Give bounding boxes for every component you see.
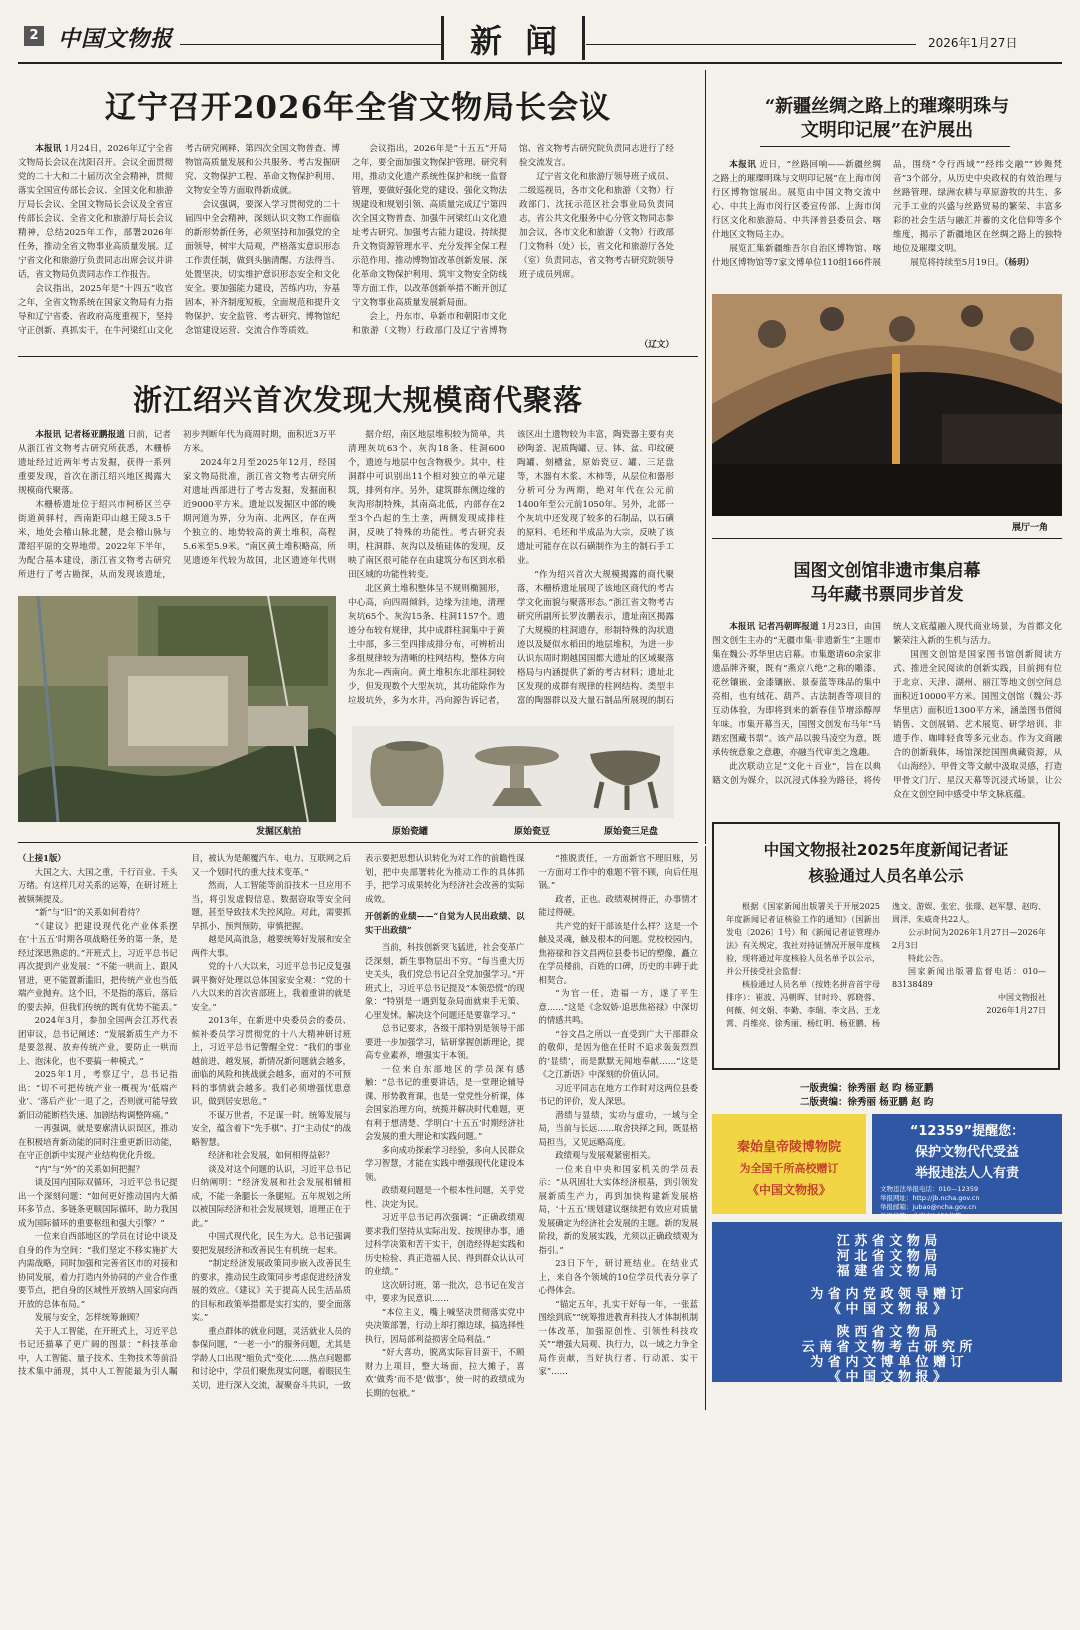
continued-p11: 然而，人工智能等前沿技术一旦应用不当，将引发虚假信息、数据窃取等安全问题，甚至导致技术失控风险。对此，需要抓早抓小、预判预防，审慎把握。 [191, 880, 351, 931]
hotline-ad [872, 1114, 1062, 1220]
continued-p27: 这次研讨班，第一批次，总书记在发言中，要求为民意识…… [365, 1279, 525, 1303]
continued-p34: “谷文昌之所以一直受到广大干部群众的敬仰，是因为他在任时不追求轰轰烈烈的‘显绩’，而是默默无闻地奉献……”这是《之江新语》中深刻的价值认同。 [538, 1028, 698, 1079]
continued-p15: 不谋万世者，不足谋一时。统筹发展与安全，蕴含着下“先手棋”、打“主动仗”的战略智慧。 [191, 1109, 351, 1147]
donors-line2: 河 北 省 文 物 局 [836, 1249, 938, 1264]
article1-author: （辽文） [639, 340, 674, 350]
continued-p3: 2024年3月，参加全国两会江苏代表团审议，总书记阐述：“发展新质生产力不是要忽视、放弃传统产业，要防止一哄而上、泡沫化，也不要搞一种模式。” [18, 1015, 178, 1066]
article2-title: 浙江绍兴首次发现大规模商代聚落 [132, 383, 583, 417]
article1-p1: 会议指出，2025年是“十四五”收官之年，全省文物系统在国家文物局有力指导和辽宁省委、省政府高度重视下，坚持守正创新、真抓实干，在牛河梁红山文化考古研究阐释、第四次全国文物普查、博物馆高质量发展和公共服务、考古发掘研究、文物保护工程、革命文物保护利用、文物安全等方面取得新成就。 [18, 144, 340, 336]
article3-p2: 展览将持续至5月19日。 [910, 258, 1004, 268]
hotline-line6: 举报邮箱：jubao@ncha.gov.cn [880, 1203, 977, 1211]
article4-p2: 国图文创馆是国家图书馆创新阅读方式、推进全民阅读的创新实践，目前拥有位于北京、天津、湖州、丽江等地文创空间总面积近10000平方米。国图文创馆（魏公·苏华里店）面积近1300平方米，涵盖图书借阅销售、文创展销、艺术展览、研学培训、非遗手作、咖啡轻食等多元业态。作为文商融合的创新载体，场馆深挖国图典藏资源，从《山海经》、甲骨文等文献中汲取灵感，打造甲骨文门厅、星汉天幕等沉浸式场景，让公众在文创空间中感受中华文脉底蕴。 [893, 650, 1062, 800]
header-bar-left [441, 16, 444, 60]
article3-author: （杨玥） [1003, 258, 1035, 268]
notice-signature: 中国文物报社 [998, 993, 1046, 1002]
article2-p2: 2024年2月至2025年12月，经国家文物局批准，浙江省文物考古研究所对遗址西部进行了考古发掘，发掘面积近9000平方米。遗址以发掘区中部的晚期河道为界，分为南、北两区，存在两个独立的、地势较高的黄土堆积，高程5.6米至5.9米。“南区黄土堆积略高，所见遗迹年代较为故国，北区遗迹年代则 [183, 458, 336, 566]
continued-p0: 大国之大、大国之重，千行百业、千头万绪。有这样几对关系的运筹，在研讨班上被频频提及。 [18, 866, 178, 904]
continued-p19: “制定经济发展政策同步嵌入改善民生的要求，推动民生政策同步考虑促进经济发展的效应。《建议》关于提高人民生活品质的目标和政策举措都是实打实的，要全面落实。” [191, 1258, 351, 1322]
continued-subhead: 开创新的业绩——“自觉为人民出政绩、以实干出政绩” [365, 911, 525, 935]
editors-line-1: 一版责编：徐秀丽 赵 昀 杨亚鹏 [800, 1083, 934, 1094]
donors-line8: 为 省 内 文 博 单 位 赠 订 [810, 1355, 964, 1370]
continued-p9: 发展与安全，怎样统筹兼顾？ [34, 1312, 144, 1322]
hotline-line7: 举报信箱：北京市1652信箱 [880, 1212, 962, 1220]
article1-p3: 会议指出，2026年是“十五五”开局之年，要全面加强文物保护管理、研究利用，推动文化遗产系统性保护和统一监督管理，要做好强化党的建设、强化文物法规建设和规划引领、高质量完成辽宁第四次全国文物普查、加强牛河梁红山文化遗址考古研究、加强考古能力建设、持续提升文物资源管理水平、充分发挥全保工程示范作用、推动博物馆改革创新发展、深化革命文物保护利用、筑牢文物安全防线等方面工作，以改革创新举措不断开创辽宁文物事业高质量发展新局面。 [352, 144, 507, 308]
article1-p0: 1月24日，2026年辽宁全省文物局长会议在沈阳召开。会议全面贯彻党的二十大和二十届历次全会精神，贯彻落实全国宣传部长会议、全国文化和旅游厅局长会议、全国文物局长会议及全省宣传部长会议、全省文化和旅游厅局长会议精神，总结2025年工作，部署2026年任务，推动全省文物事业高质量发展。辽宁省文化和旅游厅负责同志出席会议并讲话，省文物局负责同志作工作报告。 [18, 144, 173, 280]
notice-p1: 核验通过人员名单（按姓名拼音首字母排序）：崔波、冯朝晖、甘时玲、郭晓蓉、何薇、何文娟、李勤、李瑞、李文昌、王龙霄、肖维亮、徐秀丽、杨红明、杨亚鹏、杨逸文、游娱、张宏、张璟、赵军慧、赵昀、周洋、朱威奇共22人。 [726, 902, 1046, 1028]
donors-line1: 江 苏 省 文 物 局 [836, 1234, 938, 1249]
article1-body [18, 142, 674, 342]
article3-divider [712, 538, 1062, 539]
artifact-caption-plate: 原始瓷三足盘 [604, 827, 659, 837]
artifacts-photo [352, 726, 674, 818]
notice-title-2: 核验通过人员名单公示 [808, 867, 964, 885]
continued-p8: 一位来自西部地区的学员在讨论中谈及自身的作为空间：“我们坚定不移实施扩大内需战略，同时加强和完善省区市的对接和协同发展，着力打造内外协同的产业合作重要节点，把自身的区域性开放纳入国家向西开放的总体布局。” [18, 1231, 178, 1309]
article3-p1: 展览汇集新疆维吾尔自治区博物馆、喀什地区博物馆等7家文博单位110组166件展品，围绕“令行西域”“经纬交融”“妙舞梵音”3个部分，从历史中央政权的有效治理与丝路管理、绿洲农耕与草原游牧的共生、多元手工业的兴盛与丝路贸易的繁荣、丰富多彩的社会生活与融汇并蓄的文化信仰等多个维度，揭示了新疆地区在丝绸之路上的独特地位及璀璨文明。 [712, 160, 1062, 268]
article4-byline: 本报讯 记者冯朝晖报道 [729, 622, 819, 632]
museum-ad-line1: 秦始皇帝陵博物院 [736, 1140, 841, 1155]
donors-line6: 陕 西 省 文 物 局 [836, 1325, 938, 1340]
article3-p0: 近日，“丝路回响——新疆丝绸之路上的璀璨明珠与文明印记展”在上海市闵行区博物馆展出。展览由中国文物交流中心、中共上海市闵行区委宣传部、上海市闵行区文化和旅游局、中共泽普县委员会、喀什地区文物局主办。 [712, 160, 881, 240]
continued-p40: “锚定五年，扎实干好每一年，一张蓝图绘到底”“统筹推进教育科技人才体制机制一体改革，加强原创性、引领性科技攻关”“增强大局观、执行力，以一域之力争全局作贡献，当好执行者、行动派、实干家”…… [538, 1298, 698, 1376]
continued-p16: 经济和社会发展，如何相得益彰？ [208, 1150, 334, 1160]
continued-p5: 一再强调，就是要廓清认识误区，推动在积极培育新动能的同时注重更新旧动能，在守正创新中实现产业结构优化升级。 [18, 1123, 178, 1160]
article2-p5: “作为绍兴首次大规模揭露的商代聚落，木栅桥遗址展现了该地区商代的考古学文化面貌与聚落形态。”浙江省文物考古研究所副所长罗汝鹏表示，遗址南区揭露了大规模的柱洞遗存，形制特殊的沟状遗迹以及疑似水稻田的地层堆积，为进一步认识东周时期越国国都大遗址的区域聚落格局与内涵提供了新的考古材料；遗址北区发现的成群有规律的柱网结构、类型丰富的陶器群以及大量石制品所展现的制石 [517, 570, 674, 706]
article3-title-2: 文明印记展”在沪展出 [800, 120, 974, 141]
continued-p38: 一位来自中央和国家机关的学员表示：“从巩固壮大实体经济根基，到引领发展新质生产力，再到加快构建新发展格局，‘十五五’规划建议继续把有效应对质量发展确定为经济社会发展的主题。新的发展阶段，新的发展实践，尤须以正确政绩观为指引。” [538, 1163, 698, 1255]
article4-title-2: 马年藏书票同步首发 [810, 585, 964, 605]
column-divider [705, 70, 706, 844]
exhibition-hall-photo [712, 294, 1062, 516]
notice-title-1: 中国文物报社2025年度新闻记者证 [763, 841, 1009, 859]
article1-p2: 会议强调，要深入学习贯彻党的二十届四中全会精神，深刻认识文物工作面临的新形势新任务，必须坚持和加强党的全面领导，树牢大局观，严格落实意识形态工作责任制，做到头脑清醒、方法得当、处置坚决，切实维护意识形态安全和文化安全。要加强能力建设，苦练内功，夯基固本，补齐制度短板，全面规范和提升文物保护、安全监管、考古研究、博物馆纪念馆建设运营、交流合作等质效。 [185, 200, 340, 336]
article2-p4: 北区黄土堆积整体呈不规则椭圆形，中心高，向四周倾斜，边缘为洼地，清理灰坑65个、灰沟15条、柱洞1157个。遗迹分布较有规律，其中成群柱洞集中于黄土中部，多三至四排成排分布，可辨析出多组规律较为清晰的柱网结构，整体方向为东北—西南向。黄土堆积东北部柱洞较少，但发现数个大型灰坑，其功能除作为垃圾坑外，多为水井，冯向源告诉记者，该区出土遗物较为丰富，陶瓷器主要有夹砂陶釜、泥质陶罐、豆、钵、盆、印纹硬陶罐、刻槽盆，原始瓷豆、罐、三足盘等，木器有木浆、木柿等，从层位和器形分析可分为两期，绝对年代在公元前1400年至公元前1050年。另外，北部一个灰坑中还发现了较多的石制品，以石磺的原料、毛坯和半成品为大宗，反映了该遗址可能存在以石磺制作为主的制石手工业。 [348, 430, 674, 706]
continued-p26: 习近平总书记再次强调：“正确政绩观要求我们坚持从实际出发、按规律办事，通过科学决策和苦干实干，创造经得起实践和历史检验、真正造福人民、得到群众认认可的业绩。” [365, 1212, 525, 1276]
continued-body [18, 852, 698, 1400]
continued-column-divider [705, 846, 706, 1410]
article3-body [712, 158, 1062, 288]
donors-line4: 为 省 内 党 政 领 导 赠 订 [810, 1287, 964, 1302]
continued-p36: 潜绩与显绩，实功与虚功，一域与全局，当前与长远……取舍抉择之间，既显格局担当，又见远略高度。 [538, 1109, 698, 1147]
continued-p6: “内”与“外”的关系如何把握？ [34, 1163, 145, 1174]
continued-p18: 中国式现代化，民生为大。总书记强调要把发展经济和改善民生有机统一起来。 [191, 1231, 351, 1255]
page-number-box [24, 26, 44, 46]
hotline-line4: 文物违法举报电话：010—12359 [880, 1185, 979, 1193]
exhibition-caption: 展厅一角 [1012, 523, 1049, 533]
continued-p14: 2013年，在新进中央委员会的委员、候补委员学习贯彻党的十八大精神研讨班上，习近平总书记警醒全党：“我们的事业越前进、越发展，新情况新问题就会越多，面临的风险和挑战就会越多，面对的不可预料的事情就会越多。我们必须增强忧患意识，做到居安思危。” [191, 1015, 351, 1106]
donors-line9: 《 中 国 文 物 报 》 [827, 1370, 947, 1385]
continued-p33: “为官一任，造福一方，遂了平生意……”这是《念奴娇·追思焦裕禄》中深切的情感共鸣。 [538, 988, 698, 1025]
exhibition-photo-graphic [712, 294, 1062, 516]
masthead: 中国文物报 [58, 26, 174, 52]
continued-p20: 重点群体的就业问题，灵活就业人员的参保问题，“一老一小”的服务问题，尤其是学龄人口出现“缩负式”变化……热点问题都和讨论中，学员们聚焦现实问题，着眼民生关切，进行深入交流，凝聚奋斗共识，一致表示要把思想认识转化为对工作的前瞻性谋划，把中央部署转化为推动工作的具体抓手，把学习成果转化为经济社会改善的实际成效。 [191, 853, 525, 1390]
museum-ad-line3: 《中国文物报》 [746, 1183, 831, 1197]
article2-p3: 据介绍，南区地层堆积较为简单，共清理灰坑63个、灰沟18条、柱洞600个，遗迹与地层中包含物极少。其中，柱洞群中可识别出11个相对独立的单元建筑，排列有序。另外，建筑群东侧边缘的灰沟形制特殊，其南高北低，内部存在2至3个凸起的生土垄，两侧发现成排柱洞，反映了特殊的功能性。考古研究表明，柱洞群、灰沟以及植硅体的发现，反映了南区很可能存在由建筑分布区到水稻田区域的功能性转变。 [348, 430, 505, 580]
article1-divider [18, 356, 698, 357]
article4-p1: 此次联动立足“文化＋百业”，旨在以典籍文创为媒介，以沉浸式体验为路径，将传统人文底蕴融入现代商业场景，为首都文化繁荣注入新的生机与活力。 [712, 622, 1062, 786]
article1-byline: 本报讯 [35, 144, 62, 154]
donors-ad [712, 1222, 1062, 1385]
continued-p12: 越是风高浪急，越要统筹好发展和安全两件大事。 [191, 934, 351, 958]
article2-byline: 本报讯 记者杨亚鹏报道 [35, 430, 125, 440]
continued-p35: 习近平同志在地方工作时对这两位县委书记的评价，发人深思。 [538, 1082, 698, 1106]
issue-date: 2026年1月27日 [928, 36, 1018, 50]
artifact-caption-dou: 原始瓷豆 [514, 827, 551, 837]
notice-p2: 公示时间为2026年1月27日—2026年2月3日 [892, 928, 1046, 950]
continued-p28: “本位主义，嘴上喊坚决贯彻落实党中央决策部署，行动上却打擦边球，搞选择性执行，因局部利益损害全局利益。” [365, 1306, 525, 1344]
continued-p2: “《建议》把建设现代化产业体系摆在‘十五五’时期各项战略任务的第一条，是经过深思熟虑的。”开班式上，习近平总书记再次提到产业发展：“不能一哄而上、跟风冒进，更不能置新滥旧，把传统产业也当低端产业抛弃。这个旧，不是指的落后，落后的要去掉，但我们传统的既有优势不能丢。” [18, 920, 178, 1012]
article1-p5: 辽宁省文化和旅游厅领导班子成员、二级巡视员，各市文化和旅游（文物）行政部门、沈抚示范区社会事业局负责同志，省公共文化服务中心分管文物同志参加会议，各市文化和旅游（文物）行政部门文物科（处）长，省文化和旅游厅各处（室）负责同志，省文物考古研究院领导班子成员列席。 [519, 172, 674, 280]
header-rule-right [586, 44, 916, 45]
continued-p30: “推脱责任，一方面新官不理旧账，另一方面对工作中的难题不管不顾，向后任甩锅。” [538, 853, 698, 890]
donors-line3: 福 建 省 文 物 局 [836, 1264, 938, 1279]
continued-p23: 一位来自东部地区的学员深有感触：“总书记的重要讲话，是一堂理论辅导课、形势教育课，也是一堂党性分析课，体会国家治理方向，统揽并解决时代难题，更有利于想清楚、学明白‘十五五’时期经济社会发展的重大理论和实践问题。” [365, 1063, 525, 1141]
left-block-divider [18, 842, 698, 843]
continued-p10: 关于人工智能，在开班式上，习近平总书记还描摹了更广阔的图景：“科技革命中，人工智能、量子技术、生物技术等前沿技术集中涌现，其中人工智能最为引人瞩目，被认为是颠覆汽车、电力、互联网之后又一个划时代的重大技术变革。” [18, 853, 351, 1376]
excavation-aerial-photo [18, 596, 336, 822]
artifacts-graphic [352, 726, 674, 818]
editors-line-2: 二版责编：徐秀丽 杨亚鹏 赵 昀 [800, 1097, 934, 1108]
hotline-line2: 保护文物代代受益 [914, 1145, 1019, 1160]
notice-body [726, 900, 1046, 1070]
continued-p29: “好大喜功，脱离实际盲目蛮干，不顾财力上项目，整大场面，拉大摊子，喜欢‘做秀’而不是‘做事’，使一时的政绩成为长期的包袱。” [365, 1347, 525, 1398]
continued-from: （上接1版） [18, 853, 66, 863]
section-title: 新 闻 [470, 22, 564, 60]
notice-p3: 特此公告。 [908, 954, 948, 963]
continued-p32: 共产党的好干部该是什么样？这是一个触及灵魂，触及根本的问题。党校校园内，焦裕禄和谷文昌两位县委书记的塑像，矗立在学员楼前，百姓的口碑，历史的丰碑于此相契合。 [538, 920, 698, 985]
header-rule-left [180, 44, 442, 45]
article1-title: 辽宁召开2026年全省文物局长会议 [104, 90, 612, 126]
continued-p31: 政者，正也。政绩观树得正，办事情才能过得硬。 [538, 893, 698, 917]
continued-p22: 总书记要求，各级干部特别是领导干部要进一步加强学习，钻研掌握创新理论，提高专业素养，增强实干本领。 [365, 1023, 525, 1060]
donors-line5: 《 中 国 文 物 报 》 [827, 1302, 947, 1317]
notice-p4: 国家新闻出版署监督电话：010—83138489 [892, 967, 1046, 989]
article3-title-1: “新疆丝绸之路上的璀璨明珠与 [764, 96, 1010, 117]
article3-title-rule [760, 146, 1010, 147]
notice-box [712, 822, 1060, 1070]
hotline-line1: “12359”提醒您： [909, 1124, 1025, 1139]
article4-title-1: 国图文创馆非遗市集启幕 [793, 561, 981, 581]
header-bar-right [582, 16, 585, 60]
continued-p24: 多向成功探索学习经验，多向人民群众学习智慧，才能在实践中增强现代化建设本领。 [365, 1144, 525, 1182]
article2-p1: 木栅桥遗址位于绍兴市柯桥区兰亭街道黄驿村，西南距印山越王陵3.5千米，地处会稽山脉北麓，是会稽山脉与萧绍平原的交界地带。2022年下半年，为配合基本建设，浙江省文物考古研究所进行了考古勘探，从而发现该遗址，初步判断年代为商周时期，面积近3万平方米。 [18, 430, 336, 580]
continued-p13: 党的十八大以来，习近平总书记反复强调平衡好处理以总体国家安全观：“党的十八大以来的首次省部班上，我着重讲的就是安全。” [191, 961, 351, 1012]
donors-line7: 云 南 省 文 物 考 古 研 究 所 [801, 1340, 973, 1355]
artifact-caption-jar: 原始瓷罐 [392, 827, 429, 837]
hotline-line3: 举报违法人人有责 [914, 1166, 1019, 1181]
article3-byline: 本报讯 [729, 160, 757, 170]
continued-p37: 政绩观与发展观紧密相关。 [555, 1150, 656, 1160]
continued-p7: 谈及国内国际双循环，习近平总书记提出一个深刻问题：“如何更好推动国内大循环多节点、多链条更顺国际循环，助力我国成为国际循环的重要枢纽和强大引擎？” [18, 1177, 178, 1228]
museum-ad [712, 1114, 866, 1214]
article4-p0: 1月23日，由国图文创生主办的“无疆市集·非遗新生”主题市集在魏公·苏华里店启幕。市集邀请60余家非遗品牌齐聚，既有“燕京八绝”之称的雕漆、花丝镶嵌、金漆镶嵌、景泰蓝等珠品的集中亮相，也有绒花、葫芦、古法制香等项目的互动体验，为即将到来的新春佳节增添醇厚年味。市集开幕当天，国图文创发布马年“马踏宏图藏书票”。该产品以骏马凌空为意，既承传统意象之意趣，亦融当代审美之逸趣。 [712, 622, 882, 758]
page-number: 2 [29, 28, 39, 43]
article4-body [712, 620, 1062, 816]
continued-p4: 2025年1月，考察辽宁，总书记指出：“切不可把传统产业一概视为‘低端产业’、‘落后产业’一退了之，否则就可能导致新旧动能断档失速、加剧结构调整阵痛。” [18, 1069, 178, 1120]
continued-p25: 政绩观问题是一个根本性问题，关乎党性、决定为民。 [365, 1185, 525, 1209]
article2-body-right [348, 428, 674, 714]
continued-p1: “新”与“旧”的关系如何看待？ [34, 907, 145, 917]
article2-p0: 日前，记者从浙江省文物考古研究所获悉，木栅桥遗址经过近两年考古发掘，获得一系列重要发现，首次在浙江绍兴地区揭露大规模商代聚落。 [18, 430, 171, 496]
notice-p0: 根据《国家新闻出版署关于开展2025年度新闻记者证核验工作的通知》（国新出发电〔2026〕1号）和《新闻记者证管理办法》有关规定，我社对持证情况开展年度核验，现将通过年度核验人员名单予以公示，并公开接受社会监督： [726, 902, 880, 976]
header-bottom-rule [18, 62, 1062, 64]
hotline-line5: 举报网址：http://jb.ncha.gov.cn [880, 1194, 980, 1202]
aerial-caption: 发掘区航拍 [256, 827, 302, 837]
article2-body-left [18, 428, 336, 590]
museum-ad-line2: 为全国千所高校赠订 [739, 1162, 839, 1175]
notice-sign-date: 2026年1月27日 [986, 1006, 1046, 1015]
continued-p39: 23日下午，研讨班结业。在结业式上，来自各个领域的10位学员代表分享了心得体会。 [538, 1258, 698, 1295]
continued-p17: 谈及对这个问题的认识，习近平总书记归纳阐明：“经济发展和社会发展相辅相成，不能一条腿长一条腿短。五年规划之所以被国际经济和社会发展规划，道理正在于此。” [191, 1163, 351, 1228]
article1-p4: 会上，丹东市、阜新市和朝阳市文化和旅游（文物）行政部门及辽宁省博物馆、省文物考古研究院负责同志进行了经验交流发言。 [352, 144, 674, 336]
continued-p21: 当前，科技创新突飞猛进，社会变革广泛深刻，新生事物层出不穷。“每当重大历史关头，我们党总书记召全党加强学习。”开班式上，习近平总书记提及“本领恐慌”的现象：“特别是一遇到复杂局面就束手无策、心里发怵。解决这个问题还是要靠学习。” [365, 942, 525, 1020]
aerial-photo-graphic [18, 596, 336, 822]
